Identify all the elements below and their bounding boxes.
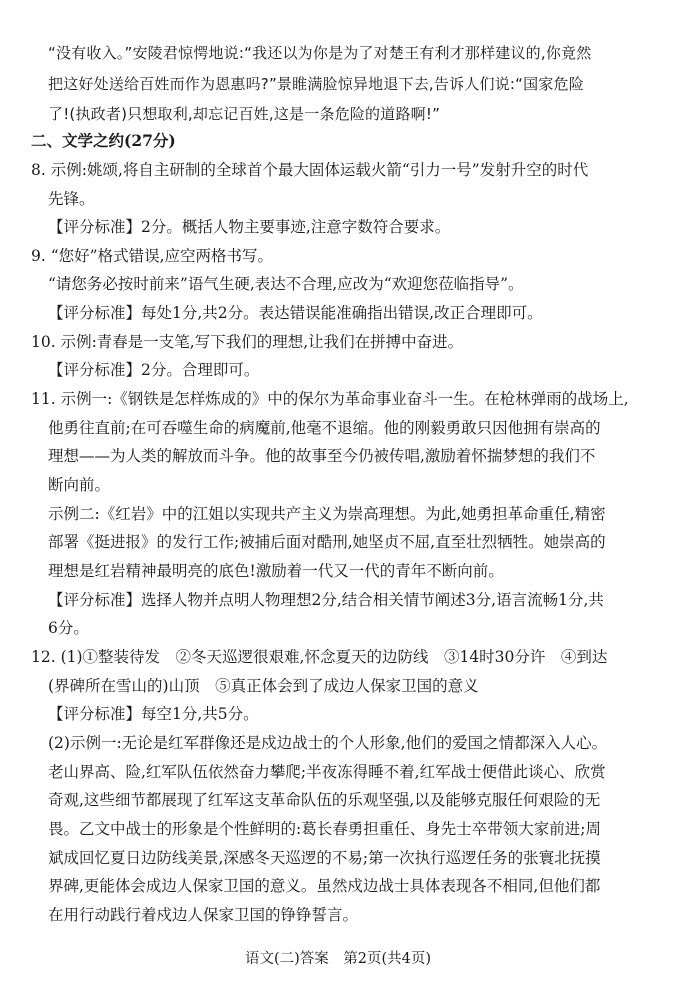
q8-answer: 先锋。 [48,190,95,208]
q11-answer: 断向前。 [48,476,111,494]
q8-answer: 8. 示例:姚颂,将自主研制的全球首个最大固体运载火箭“引力一号”发射升空的时代 [31,161,589,179]
q12-answer: 界碑,更能体会成边人保家卫国的意义。虽然戍边战士具体表现各不相同,但他们都 [48,877,601,895]
q9-answer: “请您务必按时前来”语气生硬,表达不合理,应改为“欢迎您莅临指导”。 [48,275,524,293]
q8-criteria: 【评分标准】2分。概括人物主要事迹,注意字数符合要求。 [48,218,451,236]
q12-answer: 在用行动践行着戍边人保家卫国的铮铮誓言。 [48,906,359,924]
q9-criteria: 【评分标准】每处1分,共2分。表达错误能准确指出错误,改正合理即可。 [48,304,543,322]
q12-answer: 老山界高、险,红军队伍依然奋力攀爬;半夜冻得睡不着,红军战士便借此谈心、欣赏 [48,763,606,781]
passage-line: “没有收入。”安陵君惊愕地说:“我还以为你是为了对楚王有利才那样建议的,你竟然 [48,44,592,62]
q12-answer: 畏。乙文中战士的形象是个性鲜明的:葛长春勇担重任、身先士卒带领大家前进;周 [48,820,601,838]
q11-answer: 示例二:《红岩》中的江姐以实现共产主义为崇高理想。为此,她勇担革命重任,精密 [48,505,606,523]
q11-answer: 他勇往直前;在可吞噬生命的病魔前,他毫不退缩。他的刚毅勇敢只因他拥有崇高的 [48,419,601,437]
passage-line: 把这好处送给百姓而作为恩惠吗?”景睢满脸惊异地退下去,告诉人们说:“国家危险 [48,75,584,93]
q11-answer: 11. 示例一:《钢铁是怎样炼成的》中的保尔为革命事业奋斗一生。在枪林弹雨的战场上, [31,390,629,408]
q12-answer: (界碑所在雪山的)山顶 ⑤真正体会到了成边人保家卫国的意义 [48,677,479,695]
q11-answer: 部署《挺进报》的发行工作;被捕后面对酷刑,她坚贞不屈,直至壮烈牺牲。她崇高的 [48,533,606,551]
q11-criteria: 6分。 [48,619,89,637]
q9-answer: 9. “您好”格式错误,应空两格书写。 [31,247,273,265]
q11-answer: 理想——为人类的解放而斗争。他的故事至今仍被传唱,激励着怀揣梦想的我们不 [48,447,596,465]
q10-answer: 10. 示例:青春是一支笔,写下我们的理想,让我们在拼搏中奋进。 [31,333,464,351]
page-footer: 语文(二)答案 第2页(共4页) [244,951,432,967]
q12-answer: 奇观,这些细节都展现了红军这支革命队伍的乐观坚强,以及能够克服任何艰险的无 [48,791,601,809]
q12-answer: 斌成回忆夏日边防线美景,深感冬天巡逻的不易;第一次执行巡逻任务的张寰北抚摸 [48,849,601,867]
q11-answer: 理想是红岩精神最明亮的底色!激励着一代又一代的青年不断向前。 [48,562,504,580]
q12-criteria: 【评分标准】每空1分,共5分。 [48,705,259,723]
q12-answer: (2)示例一:无论是红军群像还是戍边战士的个人形象,他们的爱国之情都深入人心。 [48,734,608,752]
passage-line: 了!(执政者)只想取利,却忘记百姓,这是一条危险的道路啊!” [48,105,441,123]
q12-answer: 12. (1)①整装待发 ②冬天巡逻很艰难,怀念夏天的边防线 ③14时30分许 ④到达 [31,648,608,666]
section-title: 二、文学之约(27分) [31,131,176,150]
q11-criteria: 【评分标准】选择人物并点明人物理想2分,结合相关情节阐述3分,语言流畅1分,共 [48,591,604,609]
q10-criteria: 【评分标准】2分。合理即可。 [48,361,260,379]
